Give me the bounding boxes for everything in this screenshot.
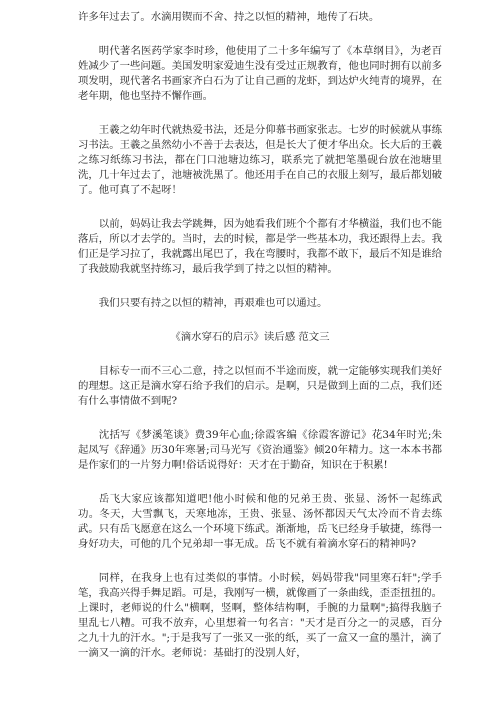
paragraph-8: 沈括写《梦溪笔谈》费39年心血;徐霞客编《徐霞客游记》花34年时光;朱起凤写《辞通》历30年寒暑;司马光写《资治通鉴》倾20年精力。这一本本书都是作家们的一片努力啊!俗话说得好：天才在于勤奋，知识在于积累! — [78, 429, 442, 471]
paragraph-3: 王羲之幼年时代就热爱书法，还是分仰慕书画家张志。七岁的时候就从事练习书法。王羲之虽然幼小不善于去表达，但是长大了便才华出众。长大后的王羲之练习纸练习书法，都在门口池塘边练习，联系完了就把笔墨砚台放在池塘里洗，几十年过去了，池塘被洗黑了。他还用手在自己的衣服上刻写，最后都划破了。他可真了不起呀！ — [78, 124, 442, 196]
paragraph-2: 明代著名医药学家李时珍，他使用了二十多年编写了《本草纲目》，为老百姓减少了一些问题。美国发明家爱迪生没有受过正规教育，他也同时拥有以前多项发明，现代著名书画家齐白石为了让自己画的龙虾，到达炉火纯青的境界，在老年期，他也坚持不懈作画。 — [78, 45, 442, 102]
paragraph-9: 岳飞大家应该都知道吧!他小时候和他的兄弟王贵、张显、汤怀一起练武功。冬天，大雪飘飞，天寒地冻，王贵、张显、汤怀都因天气太冷而不肯去练武。只有岳飞愿意在这么一个环境下练武。渐渐地，岳飞已经身手敏捷，练得一身好功夫，可他的几个兄弟却一事无成。岳飞不就有着滴水穿石的精神吗? — [78, 493, 442, 550]
paragraph-7: 目标专一而不三心二意，持之以恒而不半途而废，就一定能够实现我们美好的理想。这正是滴水穿石给予我们的启示。是啊，只是做到上面的二点，我们还有什么事情做不到呢? — [78, 365, 442, 407]
paragraph-5: 我们只要有持之以恒的精神，再艰难也可以通过。 — [98, 297, 328, 309]
paragraph-4: 以前，妈妈让我去学跳舞，因为她看我们班个个都有才华横溢，我们也不能落后，所以才去学的。当时，去的时候，都是学一些基本功，我还跟得上去。我们正是学习拉了，我就露出尾巴了，我在弯腰时，我都不敢下，最后不知是谁给了我鼓励我就坚持练习，最后我学到了持之以恒的精神。 — [78, 218, 442, 275]
section-title: 《滴水穿石的启示》读后感 范文三 — [170, 331, 330, 343]
paragraph-10: 同样，在我身上也有过类似的事情。小时候，妈妈带我"同里寒石轩";学手笔，我高兴得手舞足蹈。可是，我刚写一横，就像画了一条曲线，歪歪扭扭的。上课时，老师说的什么"横啊，竖啊，整体结构啊，手腕的力量啊";搞得我脑子里乱七八糟。可我不放弃，心里想着一句名言："天才是百分之一的灵感，百分之九十九的汗水。";于是我写了一张又一张的纸，买了一盒又一盒的墨汁，滴了一滴又一滴的汗水。老师说：基础打的没别人好， — [78, 572, 442, 659]
paragraph-1: 许多年过去了。水滴用锲而不舍、持之以恒的精神，地传了石块。 — [78, 11, 380, 23]
